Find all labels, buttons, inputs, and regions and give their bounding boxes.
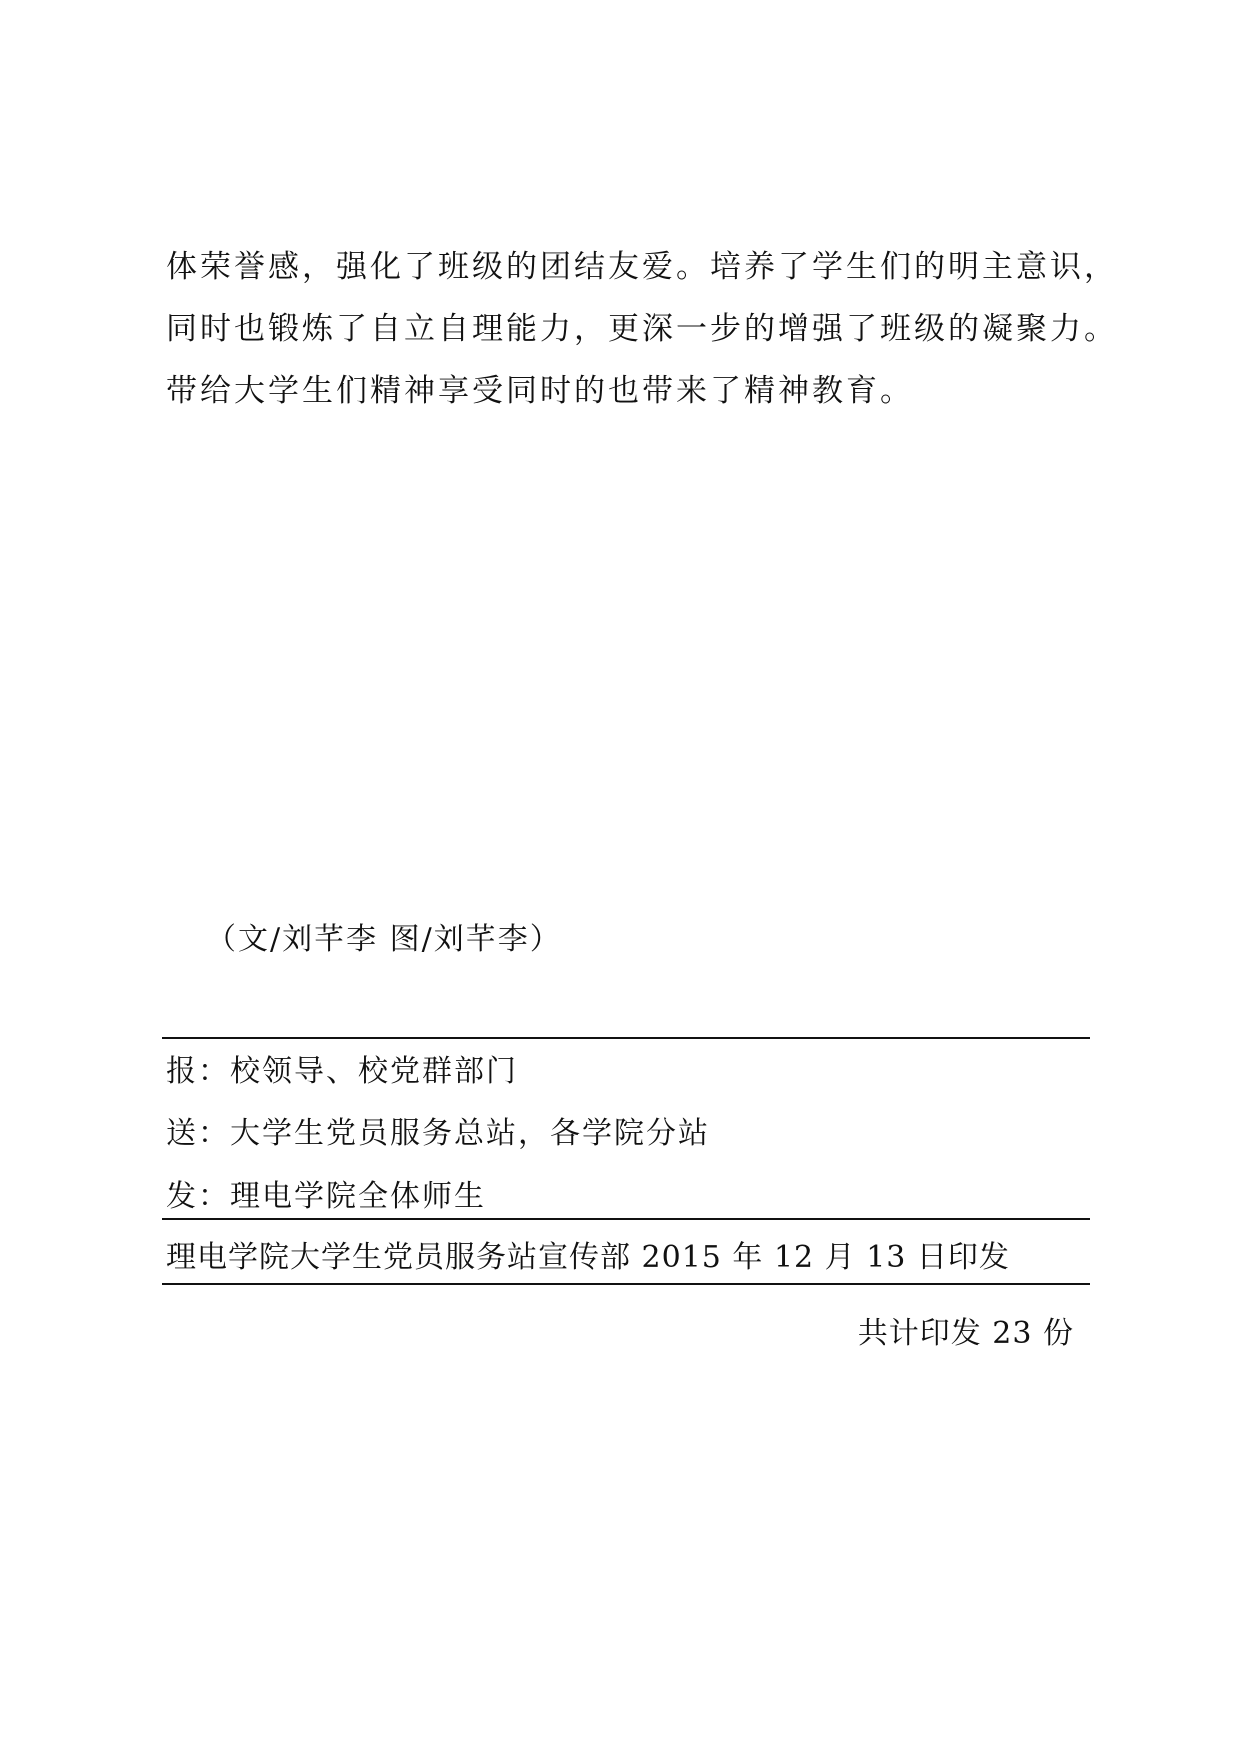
body-line-2: 同时也锻炼了自立自理能力，更深一步的增强了班级的凝聚力。: [166, 311, 1118, 347]
issue-value: 理电学院全体师生: [230, 1179, 486, 1214]
divider-bottom: [162, 1283, 1090, 1285]
body-paragraph: [166, 236, 1118, 422]
distribution-report-line: [166, 1046, 518, 1090]
divider-top: [162, 1037, 1090, 1039]
divider-middle: [162, 1218, 1090, 1220]
send-value: 大学生党员服务总站，各学院分站: [230, 1116, 710, 1151]
body-line-3: 带给大学生们精神享受同时的也带来了精神教育。: [166, 373, 914, 409]
body-line-1: 体荣誉感，强化了班级的团结友爱。培养了学生们的明主意识，: [166, 249, 1118, 285]
report-label: 报：: [166, 1054, 230, 1089]
issue-label: 发：: [166, 1179, 230, 1214]
send-label: 送：: [166, 1116, 230, 1151]
distribution-send-line: [166, 1108, 710, 1152]
author-credit: （文/刘芊李 图/刘芊李）: [206, 922, 562, 957]
distribution-issue-line: [166, 1171, 486, 1215]
copies-count: 共计印发 23 份: [857, 1316, 1074, 1351]
report-value: 校领导、校党群部门: [230, 1054, 518, 1089]
imprint-line: 理电学院大学生党员服务站宣传部 2015 年 12 月 13 日印发: [166, 1240, 1010, 1275]
